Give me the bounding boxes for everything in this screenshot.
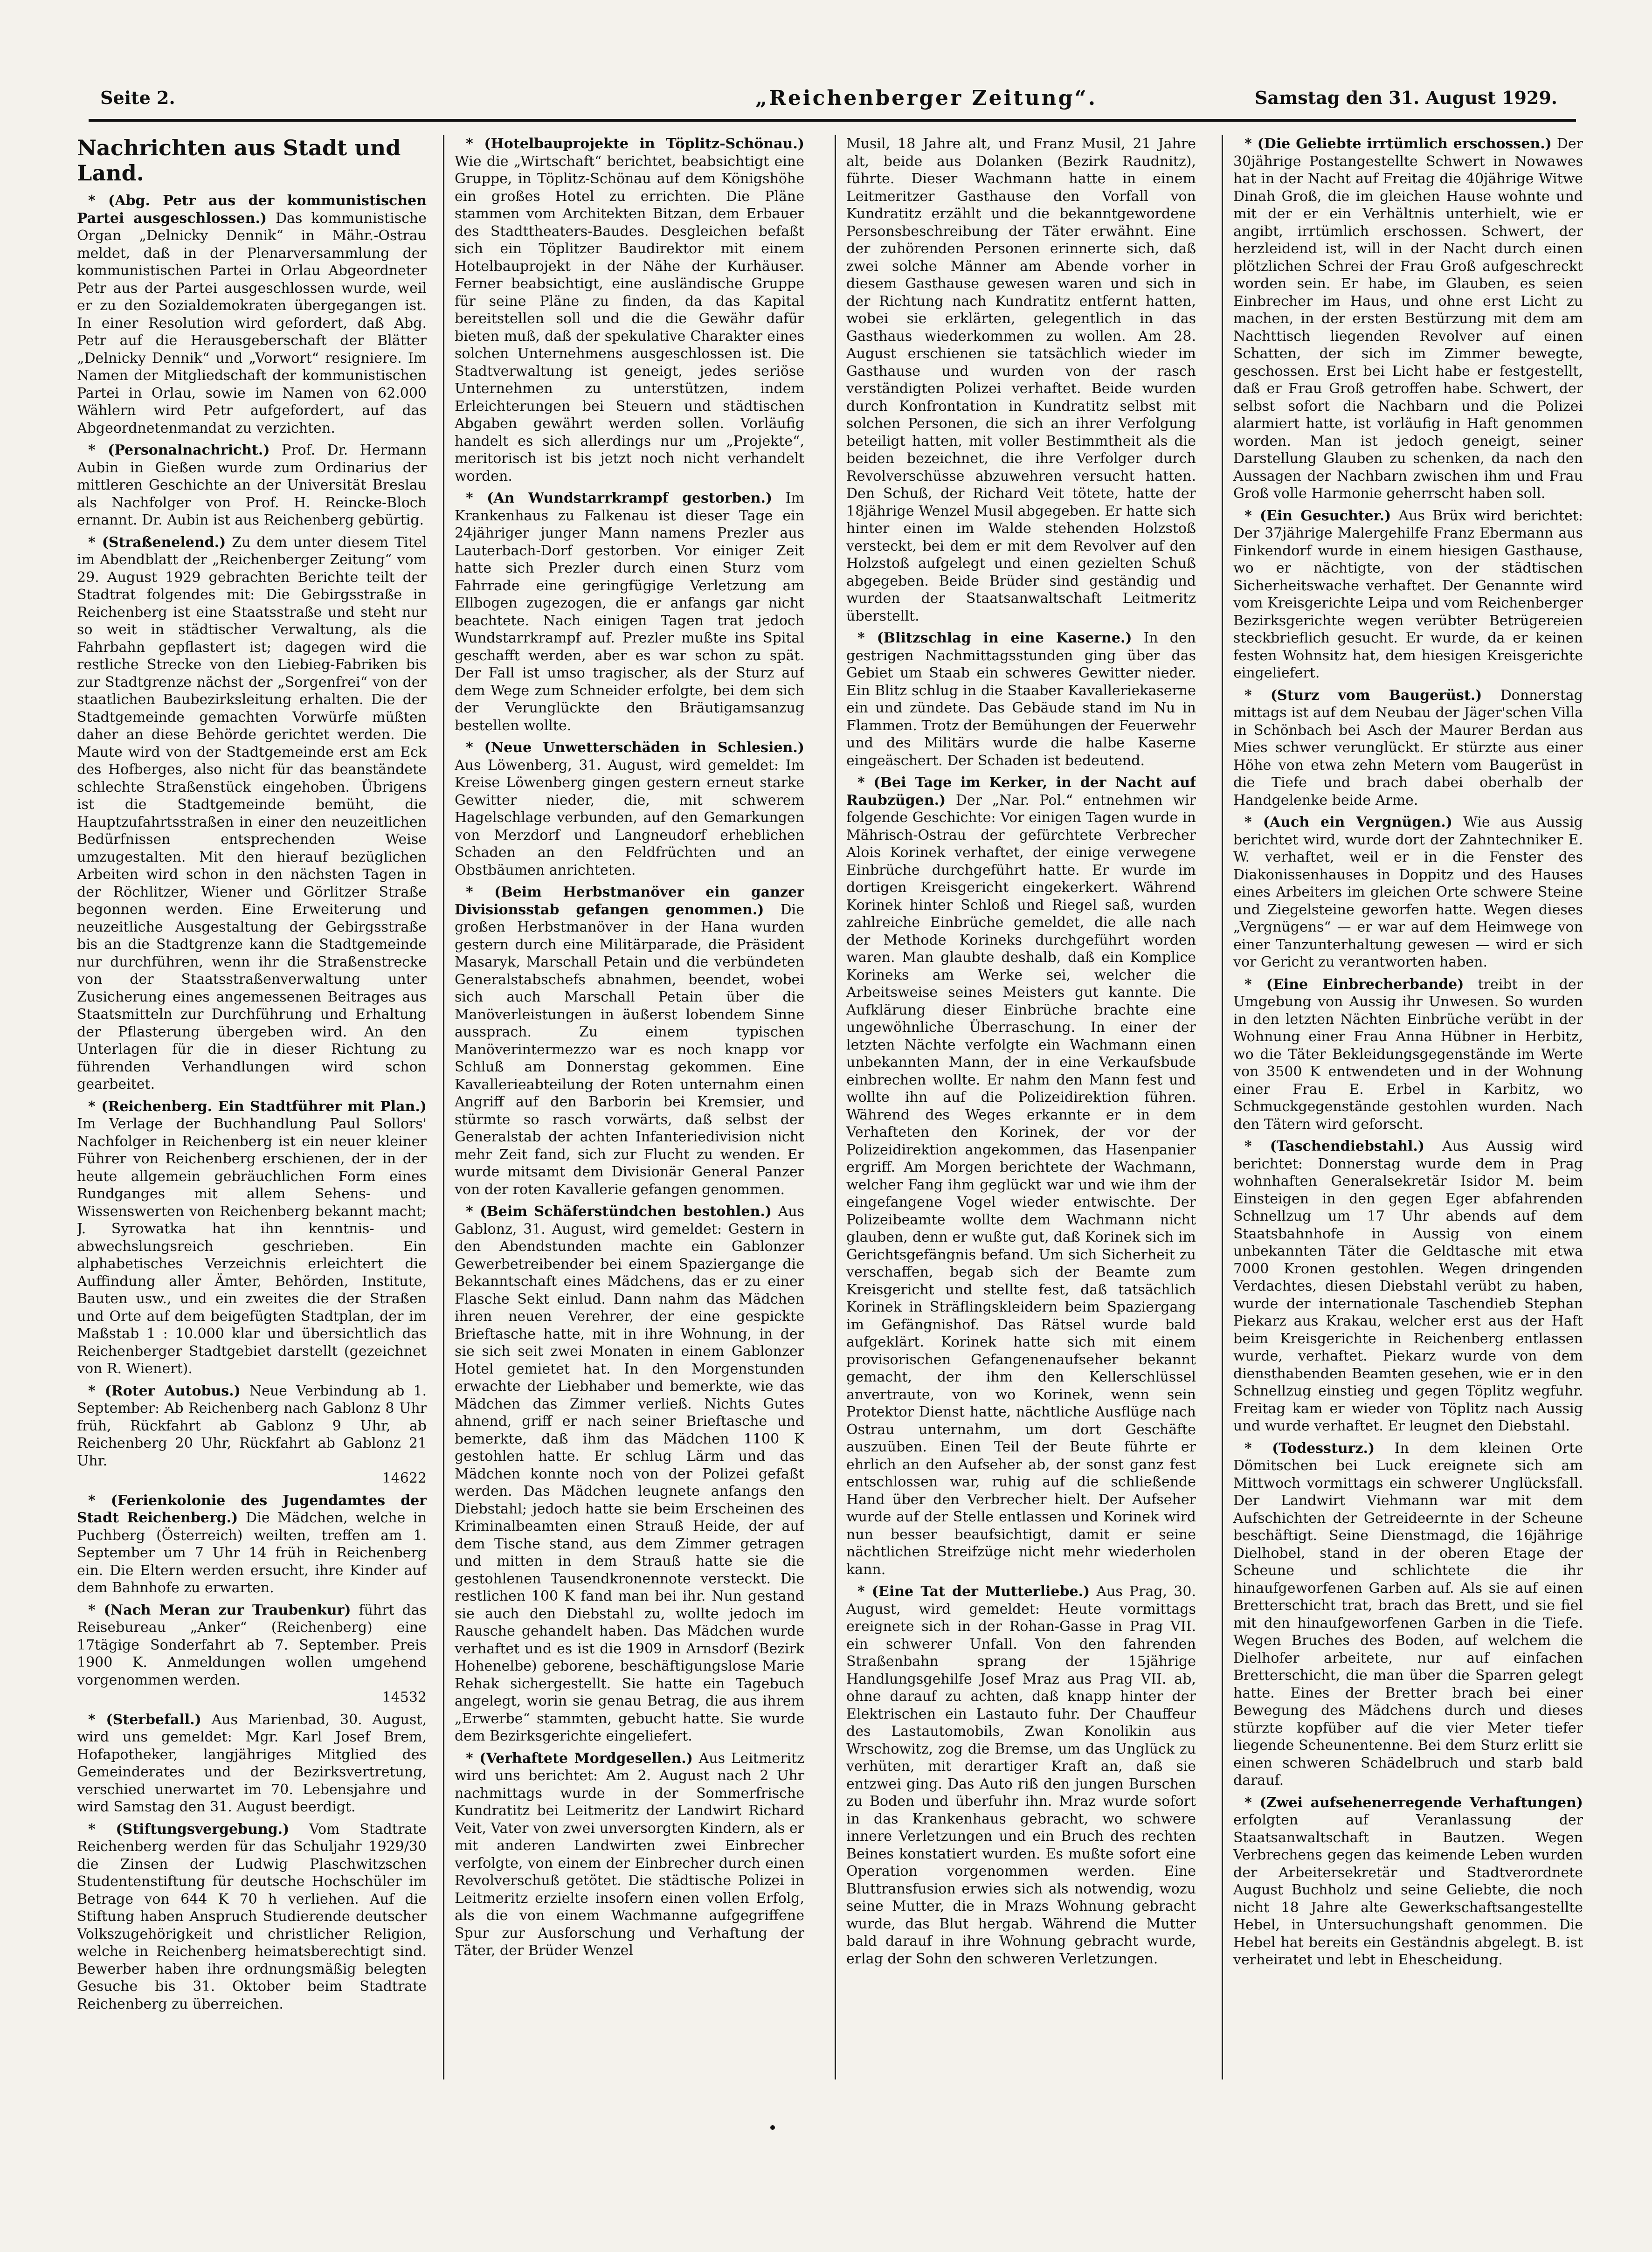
article-bullet: * bbox=[1244, 136, 1258, 152]
article-bullet: * bbox=[466, 490, 487, 506]
article-body: Neue Verbindung ab 1. September: Ab Reichenberg nach Gablonz 8 Uhr früh, Rückfahrt ab Gablonz 9 Uhr, ab Reichenberg 20 Uhr, Rückfahrt ab Gablonz 21 Uhr. bbox=[77, 1382, 427, 1469]
column-4 bbox=[1233, 135, 1583, 2079]
article-headline: (Beim Schäferstündchen bestohlen.) bbox=[480, 1203, 772, 1220]
article-bullet: * bbox=[88, 1821, 116, 1838]
article bbox=[1233, 1138, 1583, 1435]
article-headline: (Sturz vom Baugerüst.) bbox=[1270, 687, 1482, 704]
article bbox=[455, 135, 804, 485]
article-body: In dem kleinen Orte Dömitschen bei Luck ereignete sich am Mittwoch vormittags ein schwerer Unglücksfall. Der Landwirt Viehmann war mit dem Aufschichten der Getreideernte in der Scheune beschäftigt. Seine Dienstmagd, die 16jährige Dielhobel, stand in der oberen Etage der Scheune und schlichtete die ihr hinaufgeworfenen Garben auf. Als sie auf einen Bretterschicht trat, brach das Brett, und sie fiel mit den hinaufgeworfenen Garben in die Tiefe. Wegen Bruches des Boden, auf welchem die Dielhofer arbeitete, nur auf einfachen Bretterschicht, die man über die Sparren gelegt hatte. Eines der Bretter brach bei einer Bewegung des Mädchens durch und dieses stürzte kopfüber auf die vier Meter tiefer liegende Scheunentenne. Bei dem Sturz erlitt sie einen schweren Schädelbruch und starb bald darauf. bbox=[1233, 1440, 1583, 1789]
article-bullet: * bbox=[88, 1382, 105, 1399]
article-headline: (Sterbefall.) bbox=[106, 1711, 201, 1728]
article-body: Aus Prag, 30. August, wird gemeldet: Heute vormittags ereignete sich in der Rohan-Gasse in Prag VII. ein schwerer Unfall. Von den fahrenden Straßenbahn sprang der 15jährige Handlungsgehilfe Josef Mraz aus Prag VII. ab, ohne darauf zu achten, daß knapp hinter der Elektrischen ein Lastauto fuhr. Der Chauffeur des Lastautomobils, Zwan Konolikin aus Wrschowitz, zog die Bremse, um das Unglück zu verhüten, mit derartiger Kraft an, daß sie entzwei ging. Das Auto riß den jungen Burschen zu Boden und überfuhr ihn. Mraz wurde sofort in das Krankenhaus gebracht, wo schwere innere Verletzungen und ein Bruch des rechten Beines konstatiert wurden. Es mußte sofort eine Operation vorgenommen werden. Eine Bluttransfusion erwies sich als notwendig, wozu seine Mutter, die in Mrazs Wohnung gebracht wurde, das Blut hergab. Während die Mutter bald darauf in ihre Wohnung gebracht wurde, erlag der Sohn den schweren Verletzungen. bbox=[846, 1583, 1196, 1967]
article-bullet: * bbox=[1244, 507, 1260, 524]
article-body: Aus Gablonz, 31. August, wird gemeldet: Gestern in den Abendstunden machte ein Gablonzer Gewerbetreibender bei einem Spaziergange die Bekanntschaft eines Mädchens, das er zu einer Flasche Sekt einlud. Dann nahm das Mädchen ihren neuen Verehrer, der eine gespickte Brieftasche hatte, mit in ihre Wohnung, in der sie sich seit zwei Monaten in einem Gablonzer Hotel gemietet hat. In den Morgenstunden erwachte der Liebhaber und bemerkte, wie das Mädchen das Zimmer verließ. Nichts Gutes ahnend, griff er nach seiner Brieftasche und bemerkte, daß ihm das Mädchen 1100 K gestohlen hatte. Er schlug Lärm und das Mädchen konnte noch von der Polizei gefaßt werden. Das Mädchen leugnete anfangs den Diebstahl; jedoch hatte sie beim Erscheinen des Kriminalbeamten einen Strauß Heide, der auf dem Tische stand, aus dem Zimmer getragen und mitten in dem Strauß hatte sie die gestohlenen Tausendkronennote versteckt. Die restlichen 100 K fand man bei ihr. Nun gestand sie auch den Diebstahl zu, wollte jedoch im Rausche gehandelt haben. Das Mädchen wurde verhaftet und es ist die 1909 in Arnsdorf (Bezirk Hohenelbe) geborene, beschäftigungslose Marie Rehak sichergestellt. Sie hatte ein Tagebuch angelegt, worin sie genau Betrag, die aus ihrem „Erwerbe“ stammten, gebucht hatte. Sie wurde dem Bezirksgerichte eingeliefert. bbox=[455, 1203, 804, 1744]
article-bullet: * bbox=[466, 1750, 480, 1767]
article bbox=[77, 1492, 427, 1597]
article-body: Der „Nar. Pol.“ entnehmen wir folgende Geschichte: Vor einigen Tagen wurde in Mährisch-Ostrau der gefürchtete Verbrecher Alois Korinek verhaftet, der einige verwegene Einbrüche durchgeführt hatte. Er wurde im dortigen Kreisgericht eingekerkert. Während Korinek hinter Schloß und Riegel saß, wurden zahlreiche Einbrüche gemeldet, die alle nach der Methode Korineks durchgeführt worden waren. Man glaubte deshalb, daß ein Komplice Korineks am Werke sei, welcher die Arbeitsweise seines Meisters gut kannte. Die Aufklärung dieser Einbrüche brachte eine ungewöhnliche Überraschung. In einer der letzten Nächte verfolgte ein Wachmann einen unbekannten Mann, der in eine Verkaufsbude einbrechen wollte. Er nahm den Mann fest und wollte ihn auf die Polizeidirektion führen. Während des Weges erkannte er in dem Verhafteten den Korinek, der vor der Polizeidirektion angekommen, das Hasenpanier ergriff. Am Morgen berichtete der Wachmann, welcher Fang ihm geglückt war und wie ihm der eingefangene Vogel wieder entwischte. Der Polizeibeamte wollte dem Wachmann nicht glauben, denn er wußte gut, daß Korinek sich im Gerichtsgefängnis befand. Um sich Sicherheit zu verschaffen, begab sich der Beamte zum Kreisgericht und stellte fest, daß tatsächlich Korinek in Sträflingskleidern beim Spaziergang im Gefängnishof. Das Rätsel wurde bald aufgeklärt. Korinek hatte sich mit einem provisorischen Gefangenenaufseher bekannt gemacht, der ihm den Kellerschlüssel anvertraute, von wo Korinek, wenn sein Protektor Dienst hatte, nächtliche Ausflüge nach Ostrau unternahm, um dort Geschäfte auszuüben. Einen Teil der Beute führte er ehrlich an den Aufseher ab, der sonst ganz fest entschlossen war, ruhig auf die schließende Hand über den Verbrecher hielt. Der Aufseher wurde auf der Stelle entlassen und Korinek wird nun besser beaufsichtigt, damit er seine nächtlichen Streifzüge nicht mehr wiederholen kann. bbox=[846, 792, 1196, 1578]
column-3 bbox=[846, 135, 1196, 2079]
article bbox=[455, 1750, 804, 1960]
article-bullet: * bbox=[88, 442, 108, 458]
article-headline: (Stiftungsvergebung.) bbox=[116, 1821, 290, 1838]
article-headline: (Die Geliebte irrtümlich erschossen.) bbox=[1257, 136, 1552, 152]
article-headline: (Nach Meran zur Traubenkur) bbox=[104, 1602, 351, 1618]
article-bullet: * bbox=[88, 1711, 106, 1728]
article-bullet: * bbox=[88, 1602, 104, 1618]
article-bullet: * bbox=[1244, 687, 1271, 704]
article bbox=[455, 884, 804, 1198]
article-body: Prof. Dr. Hermann Aubin in Gießen wurde zum Ordinarius der mittleren Geschichte an der Universität Breslau als Nachfolger von Prof. H. Reincke-Bloch ernannt. Dr. Aubin ist aus Reichenberg gebürtig. bbox=[77, 442, 427, 528]
article-headline: (Hotelbauprojekte in Töplitz-Schönau.) bbox=[484, 136, 804, 152]
article bbox=[1233, 135, 1583, 503]
article-bullet: * bbox=[1244, 976, 1266, 993]
article-bullet: * bbox=[857, 1583, 872, 1600]
article bbox=[1233, 1440, 1583, 1789]
article-body: Vom Stadtrate Reichenberg werden für das Schuljahr 1929/30 die Zinsen der Ludwig Plaschwitzschen Studentenstiftung für deutsche Hochschüler im Betrage von 644 K 70 h verliehen. Auf die Stiftung haben Anspruch Studierende deutscher Volkszugehörigkeit und christlicher Religion, welche in Reichenberg heimatsberechtigt sind. Bewerber haben ihre ordnungsmäßig belegten Gesuche bis 31. Oktober beim Stadtrate Reichenberg zu überreichen. bbox=[77, 1821, 427, 2012]
article-bullet: * bbox=[88, 193, 109, 209]
article-bullet: * bbox=[466, 1203, 480, 1220]
column-2 bbox=[455, 135, 804, 2079]
article-headline: (Straßenelend.) bbox=[102, 534, 226, 551]
article-bullet: * bbox=[857, 774, 874, 791]
article bbox=[846, 629, 1196, 769]
article-headline: (Ein Gesuchter.) bbox=[1259, 507, 1391, 524]
article-headline: (Personalnachricht.) bbox=[108, 442, 270, 458]
article-bullet: * bbox=[857, 630, 877, 646]
article-body: Die Mädchen, welche in Puchberg (Österreich) weilten, treffen am 1. September um 7 Uhr 14 früh in Reichenberg ein. Die Eltern werden ersucht, ihre Kinder auf dem Bahnhofe zu erwarten. bbox=[77, 1510, 427, 1596]
article-headline: (Abg. Petr aus der kommunistischen Partei ausgeschlossen.) bbox=[77, 193, 427, 227]
article bbox=[846, 135, 1196, 625]
article-body: Aus Brüx wird berichtet: Der 37jährige Malergehilfe Franz Ebermann aus Finkendorf wurde in einem hiesigen Gasthause, wo er nächtigte, von der städtischen Sicherheitswache verhaftet. Der Genannte wird vom Kreisgerichte Leipa und vom Reichenberger Bezirksgerichte wegen verübter Betrügereien steckbrieflich gesucht. Er wurde, da er keinen festen Wohnsitz hat, dem hiesigen Kreisgerichte eingeliefert. bbox=[1233, 507, 1583, 681]
article-body: Im Verlage der Buchhandlung Paul Sollors' Nachfolger in Reichenberg ist ein neuer kleiner Führer von Reichenberg erschienen, der in der heute allgemein gebräuchlichen Form eines Rundganges mit allem Sehens- und Wissenswerten von Reichenberg bekannt macht; J. Syrowatka hat ihn kenntnis- und abwechslungsreich geschrieben. Ein alphabetisches Verzeichnis erleichtert die Auffindung aller Ämter, Behörden, Institute, Bauten usw., und ein zweites die der Straßen und Orte auf dem beigefügten Stadtplan, der im Maßstab 1 : 10.000 klar und übersichtlich das Reichenberger Stadtgebiet darstellt (gezeichnet von R. Wienert). bbox=[77, 1116, 427, 1377]
article bbox=[77, 534, 427, 1093]
column-divider bbox=[1222, 135, 1223, 2079]
article-headline: (Neue Unwetterschäden in Schlesien.) bbox=[484, 739, 804, 756]
article bbox=[77, 1711, 427, 1816]
article-headline: (Beim Herbstmanöver ein ganzer Divisionsstab gefangen genommen.) bbox=[455, 884, 804, 918]
article-headline: (Blitzschlag in eine Kaserne.) bbox=[877, 630, 1132, 646]
article-bullet: * bbox=[1244, 1138, 1270, 1154]
article bbox=[77, 442, 427, 529]
article-body: Wie die „Wirtschaft“ berichtet, beabsichtigt eine Gruppe, in Töplitz-Schönau auf dem Königshöhe ein großes Hotel zu errichten. Die Pläne stammen vom Architekten Bitzan, dem Erbauer des Stadttheaters-Baudes. Desgleichen befaßt sich ein Töplitzer Baudirektor mit einem Hotelbauprojekt in der Nähe der Kurhäuser. Ferner beabsichtigt, eine ausländische Gruppe für seine Pläne zu finden, da das Kapital bereitstellen soll und die die Gewähr dafür bieten muß, daß der spekulative Charakter eines solchen Unternehmens ausgeschlossen ist. Die Stadtverwaltung ist geneigt, jedes seriöse Unternehmen zu unterstützen, indem Erleichterungen bei Steuern und städtischen Abgaben gewährt werden sollen. Vorläufig handelt es sich allerdings nur um „Projekte“, meritorisch ist bis jetzt noch nicht verhandelt worden. bbox=[455, 153, 804, 484]
article-headline: (An Wundstarrkrampf gestorben.) bbox=[487, 490, 773, 506]
article bbox=[77, 1602, 427, 1706]
article-bullet: * bbox=[1244, 814, 1263, 830]
article-headline: (Roter Autobus.) bbox=[104, 1382, 241, 1399]
article-bullet: * bbox=[1244, 1794, 1260, 1811]
article bbox=[455, 490, 804, 734]
article-body: Aus Aussig wird berichtet: Donnerstag wurde dem in Prag wohnhaften Generalsekretär Isidor M. beim Einsteigen in den gegen Eger abfahrenden Schnellzug um 17 Uhr abends auf dem Staatsbahnhofe in Aussig von einem unbekannten Täter die Geldtasche mit etwa 7000 Kronen gestohlen. Wegen dringenden Verdachtes, diesen Diebstahl verübt zu haben, wurde der internationale Taschendieb Stephan Piekarz aus Krakau, welcher erst aus der Haft beim Kreisgerichte in Reichenberg entlassen wurde, verhaftet. Piekarz wurde von dem diensthabenden Beamten gesehen, wie er in den Schnellzug einstieg und gegen Töplitz wegfuhr. Freitag kam er wieder von Töplitz nach Aussig und wurde verhaftet. Er leugnet den Diebstahl. bbox=[1233, 1138, 1583, 1434]
article-body: Das kommunistische Organ „Delnicky Dennik“ in Mähr.-Ostrau meldet, daß in der Plenarversammlung der kommunistischen Partei in Orlau Abgeordneter Petr aus der Partei ausgeschlossen wurde, weil er zu den Sozialdemokraten übergegangen ist. In einer Resolution wird gefordert, daß Abg. Petr auf die Herausgeberschaft der Blätter „Delnicky Dennik“ und „Vorwort“ resigniere. Im Namen der Mitgliedschaft der kommunistischen Partei in Orlau, sowie im Namen von 62.000 Wählern wird Petr aufgefordert, auf das Abgeordnetenmandat zu verzichten. bbox=[77, 210, 427, 436]
newspaper-title: „Reichenberger Zeitung“. bbox=[755, 86, 1098, 110]
article-headline: (Bei Tage im Kerker, in der Nacht auf Raubzügen.) bbox=[846, 774, 1196, 808]
article-headline: (Taschendiebstahl.) bbox=[1270, 1138, 1425, 1154]
page-number: Seite 2. bbox=[100, 87, 175, 108]
article bbox=[455, 739, 804, 879]
article-body: Zu dem unter diesem Titel im Abendblatt der „Reichenberger Zeitung“ vom 29. August 1929 gebrachten Berichte teilt der Stadtrat folgendes mit: Die Gebirgsstraße in Reichenberg ist eine Staatsstraße und steht nur so weit in städtischer Verwaltung, als die Fahrbahn gepflastert ist; dagegen wird die restliche Strecke von den Liebieg-Fabriken bis zur Stadtgrenze nächst der „Sorgenfrei“ von der staatlichen Baubezirksleitung erhalten. Die der Stadtgemeinde gemachten Vorwürfe müßten daher an diese Behörde gerichtet werden. Die Maute wird von der Stadtgemeinde erst am Eck des Hofberges, also nicht für das beanständete schlechte Straßenstück eingehoben. Übrigens ist die Stadtgemeinde bemüht, die Hauptzufahrtsstraßen in einer den neuzeitlichen Bedürfnissen entsprechenden Weise umzugestalten. Mit den hierauf bezüglichen Arbeiten wird schon in den nächsten Tagen in der Röchlitzer, Wiener und Görlitzer Straße begonnen werden. Eine Erweiterung und neuzeitliche Ausgestaltung der Gebirgsstraße bis an die Stadtgrenze kann die Stadtgemeinde nur durchführen, wenn ihr die Straßenstrecke von der Staatsstraßenverwaltung unter Zusicherung eines angemessenen Beitrages aus Staatsmitteln zur Durchführung und Erhaltung der Pflasterung übergeben wird. An den Unterlagen für die in dieser Richtung zu führenden Verhandlungen wird schon gearbeitet. bbox=[77, 534, 427, 1092]
article bbox=[77, 1098, 427, 1378]
article-bullet: * bbox=[1244, 1440, 1272, 1457]
article-headline: (Todessturz.) bbox=[1272, 1440, 1375, 1457]
article bbox=[1233, 1794, 1583, 1969]
article-bullet: * bbox=[88, 1492, 111, 1509]
article-body: Im Krankenhaus zu Falkenau ist dieser Tage ein 24jähriger junger Mann namens Prezler aus Lauterbach-Dorf gestorben. Vor einiger Zeit hatte sich Prezler durch einen Sturz vom Fahrrade eine geringfügige Verletzung am Ellbogen zugezogen, die er anfangs gar nicht beachtete. Nach einigen Tagen trat jedoch Wundstarrkrampf auf. Prezler mußte ins Spital geschafft werden, aber es war schon zu spät. Der Fall ist umso tragischer, als der Sturz auf dem Wege zum Schneider erfolgte, bei dem sich der Verunglückte den Bräutigamsanzug bestellen wollte. bbox=[455, 490, 804, 734]
article-headline: (Auch ein Vergnügen.) bbox=[1263, 814, 1452, 830]
section-title: Nachrichten aus Stadt und Land. bbox=[77, 135, 401, 186]
article-body: Aus Löwenberg, 31. August, wird gemeldet: Im Kreise Löwenberg gingen gestern erneut starke Gewitter nieder, die, mit schwerem Hagelschlage verbunden, auf den Gemarkungen von Merzdorf und Langneudorf erheblichen Schaden an den Feldfrüchten und an Obstbäumen anrichteten. bbox=[455, 757, 804, 878]
article-bullet: * bbox=[88, 1098, 102, 1115]
article-headline: (Ferienkolonie des Jugendamtes der Stadt Reichenberg.) bbox=[77, 1492, 427, 1526]
article-body: Donnerstag mittags ist auf dem Neubau der Jäger'schen Villa in Schönbach bei Asch der Maurer Berdan aus Mies schwer verunglückt. Er stürzte aus einer Höhe von etwa zehn Metern vom Baugerüst in die Tiefe und brach dabei oberhalb der Handgelenke beide Arme. bbox=[1233, 687, 1583, 808]
ad-number: 14532 bbox=[382, 1689, 427, 1706]
article-body: Musil, 18 Jahre alt, und Franz Musil, 21 Jahre alt, beide aus Dolanken (Bezirk Raudnitz), führte. Dieser Wachmann hatte in einem Leitmeritzer Gasthause den Vorfall von Kundratitz erzählt und die bekanntgewordene Personsbeschreibung der Täter erwähnt. Eine der zuhörenden Personen erinnerte sich, daß zwei solche Männer am Abende vorher in diesem Gasthause gewesen waren und sich in der Richtung nach Kundratitz entfernt hatten, wobei sie erklärten, gelegentlich in das Gasthaus wiederkommen zu wollen. Am 28. August erschienen sie tatsächlich wieder im Gasthause und wurden von der rasch verständigten Polizei verhaftet. Beide wurden durch Konfrontation in Kundratitz selbst mit solchen Personen, die sich an ihrer Verfolgung beteiligt hatten, mit voller Bestimmtheit als die beiden bezeichnet, die ihre Verfolger durch Revolverschüsse abzuwehren versucht hatten. Den Schuß, der Richard Veit tötete, hatte der 18jährige Wenzel Musil abgegeben. Er hatte sich hinter einen im Walde stehenden Holzstoß versteckt, bei dem er mit dem Revolver auf den Holzstoß aufgelegt und einen gezielten Schuß abgegeben. Beide Brüder sind geständig und wurden der Staatsanwaltschaft Leitmeritz überstellt. bbox=[846, 136, 1196, 624]
article-bullet: * bbox=[466, 136, 484, 152]
article-bullet: * bbox=[88, 534, 102, 551]
column-1 bbox=[77, 135, 427, 2079]
article-body: Wie aus Aussig berichtet wird, wurde dort der Zahntechniker E. W. verhaftet, weil er in die Fenster des Diakonissenhauses in Doppitz und des Hauses eines Arbeiters im gleichen Orte schwere Steine und Ziegelsteine geworfen hatte. Wegen dieses „Vergnügens“ — er war auf dem Heimwege von einer Tanzunterhaltung gewesen — wird er sich vor Gericht zu verantworten haben. bbox=[1233, 814, 1583, 970]
article bbox=[77, 1382, 427, 1487]
article bbox=[1233, 814, 1583, 971]
issue-date: Samstag den 31. August 1929. bbox=[1254, 87, 1557, 108]
article-body: Der 30jährige Postangestellte Schwert in Nowawes hat in der Nacht auf Freitag die 40jährige Witwe Dinah Groß, die im gleichen Hause wohnte und mit der er ein Verhältnis unterhielt, wie er angibt, irrtümlich erschossen. Schwert, der herzleidend ist, will in der Nacht durch einen plötzlichen Schrei der Frau Groß aufgeschreckt worden sein. Er habe, im Glauben, es seien Einbrecher im Haus, und ohne erst Licht zu machen, in der ersten Bestürzung mit dem am Nachttisch liegenden Revolver auf einen Schatten, der sich im Zimmer bewegte, geschossen. Erst bei Licht habe er festgestellt, daß er Frau Groß getroffen habe. Schwert, der selbst sofort die Nachbarn und die Polizei alarmiert hatte, ist vorläufig in Haft genommen worden. Man ist jedoch geneigt, seiner Darstellung Glauben zu schenken, da nach den Aussagen der Nachbarn zwischen ihm und Frau Groß volle Harmonie geherrscht haben soll. bbox=[1233, 136, 1583, 502]
article-headline: (Eine Einbrecherbande) bbox=[1266, 976, 1464, 993]
article-headline: (Reichenberg. Ein Stadtführer mit Plan.) bbox=[101, 1098, 427, 1115]
article bbox=[1233, 507, 1583, 682]
article bbox=[455, 1203, 804, 1745]
article bbox=[846, 1583, 1196, 1968]
article-body: In den gestrigen Nachmittagsstunden ging über das Gebiet um Staab ein schweres Gewitter nieder. Ein Blitz schlug in die Staaber Kavalleriekaserne ein und zündete. Das Gebäude stand im Nu in Flammen. Trotz der Bemühungen der Feuerwehr und des Militärs wurde die halbe Kaserne eingeäschert. Der Schaden ist bedeutend. bbox=[846, 630, 1196, 769]
article bbox=[77, 1821, 427, 2013]
article-headline: (Verhaftete Mordgesellen.) bbox=[479, 1750, 693, 1767]
article-bullet: * bbox=[466, 739, 484, 756]
article-body: erfolgten auf Veranlassung der Staatsanwaltschaft in Bautzen. Wegen Verbrechens gegen das keimende Leben wurden der Arbeitersekretär und Stadtverordnete August Buchholz und seine Geliebte, die noch nicht 18 Jahre alte Gewerkschaftsangestellte Hebel, in Untersuchungshaft genommen. Die Hebel hat bereits ein Geständnis abgelegt. B. ist verheiratet und lebt in Ehescheidung. bbox=[1233, 1812, 1583, 1968]
article bbox=[846, 774, 1196, 1578]
article-headline: (Eine Tat der Mutterliebe.) bbox=[871, 1583, 1090, 1600]
article-body: Aus Leitmeritz wird uns berichtet: Am 2. August nach 2 Uhr nachmittags wurde in der Sommerfrische Kundratitz bei Leitmeritz der Landwirt Richard Veit, Vater von zwei unversorgten Kindern, als er mit anderen Landwirten zwei Einbrecher verfolgte, von einem der Einbrecher durch einen Revolverschuß getötet. Die städtische Polizei in Leitmeritz erzielte insofern einen vollen Erfolg, als die von einem Wachmanne aufgegriffene Spur zur Ausforschung und Verhaftung der Täter, der Brüder Wenzel bbox=[455, 1750, 804, 1959]
article bbox=[1233, 687, 1583, 809]
page-header bbox=[89, 86, 1576, 122]
ad-number: 14622 bbox=[382, 1470, 427, 1486]
column-divider bbox=[835, 135, 836, 2079]
article-headline: (Zwei aufsehenerregende Verhaftungen) bbox=[1259, 1794, 1583, 1811]
article-body: Die großen Herbstmanöver in der Hana wurden gestern durch eine Militärparade, die Präsident Masaryk, Marschall Petain und die verbündeten Generalstabschefs abnahmen, beendet, wobei sich auch Marschall Petain über die Manöverleistungen in äußerst lobendem Sinne aussprach. Zu einem typischen Manöverintermezzo war es noch knapp vor Schluß am Donnerstag gekommen. Eine Kavallerieabteilung der Roten unternahm einen Angriff auf den Barborin bei Kremsier, und stürmte so rasch vorwärts, daß selbst der Generalstab der achten Infanteriedivision nicht mehr Zeit fand, sich zur Flucht zu wenden. Er wurde mitsamt dem Divisionär General Panzer von der roten Kavallerie gefangen genommen. bbox=[455, 901, 804, 1198]
column-divider bbox=[443, 135, 444, 2079]
article-body: Aus Marienbad, 30. August, wird uns gemeldet: Mgr. Karl Josef Brem, Hofapotheker, langjähriges Mitglied des Gemeinderates und der Bezirksvertretung, verschied unerwartet im 70. Lebensjahre und wird Samstag den 31. August beerdigt. bbox=[77, 1711, 427, 1815]
article-body: treibt in der Umgebung von Aussig ihr Unwesen. So wurden in den letzten Nächten Einbrüche verübt in der Wohnung einer Frau Anna Hübner in Herbitz, wo die Täter Bekleidungsgegenstände im Werte von 3500 K entwendeten und in der Wohnung einer Frau E. Erbel in Karbitz, wo Schmuckgegenstände gestohlen wurden. Nach den Tätern wird geforscht. bbox=[1233, 976, 1583, 1133]
page-end-mark bbox=[770, 2125, 775, 2130]
article bbox=[1233, 976, 1583, 1133]
article bbox=[77, 192, 427, 437]
article-bullet: * bbox=[466, 884, 495, 900]
article-body: führt das Reisebureau „Anker“ (Reichenberg) eine 17tägige Sonderfahrt ab 7. September. Preis 1900 K. Anmeldungen wollen umgehend vorgenommen werden. bbox=[77, 1602, 427, 1688]
